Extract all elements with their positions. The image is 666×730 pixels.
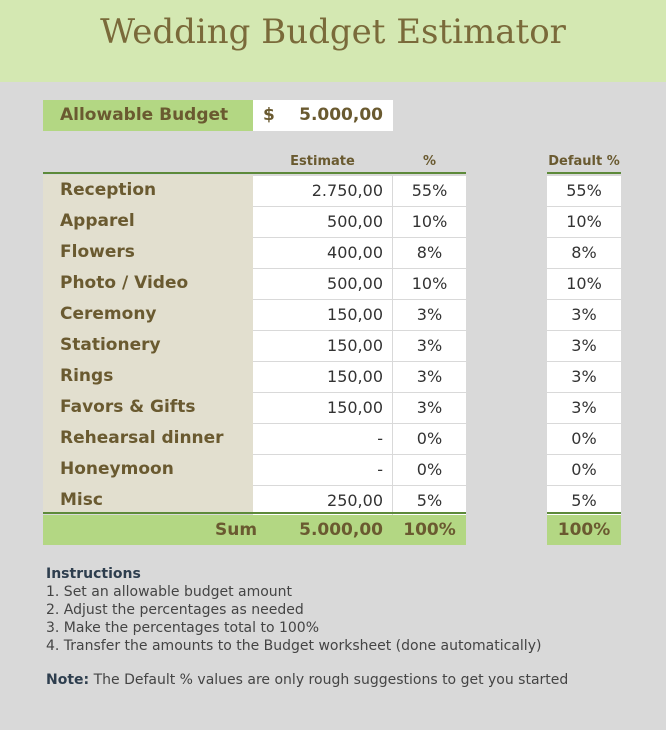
category-label: Apparel [60,211,135,231]
category-label: Rehearsal dinner [60,428,224,448]
default-percent-cell: 3% [547,362,621,392]
default-sum-rule [547,512,621,514]
default-percent-cell: 10% [547,207,621,237]
estimate-cell: 500,00 [253,269,392,299]
allowable-budget-amount[interactable]: 5.000,00 [299,105,383,125]
default-percent-cell: 10% [547,269,621,299]
note [46,672,568,688]
default-header-rule [547,172,621,174]
allowable-budget-label: Allowable Budget [43,100,253,131]
note-label: Note: [46,672,90,688]
estimate-cell: 500,00 [253,207,392,237]
category-label: Stationery [60,335,161,355]
sum-label: Sum [215,520,258,540]
currency-symbol: $ [263,105,275,125]
percent-input[interactable]: 10% [393,269,466,299]
percent-input[interactable]: 0% [393,424,466,454]
estimate-cell: 400,00 [253,238,392,268]
percent-input[interactable]: 10% [393,207,466,237]
default-percent-cell: 0% [547,424,621,454]
estimate-cell: 250,00 [253,486,392,516]
instruction-step: 3. Make the percentages total to 100% [46,620,319,636]
page-title: Wedding Budget Estimator [100,12,566,52]
estimate-header: Estimate [290,154,355,169]
category-label: Honeymoon [60,459,174,479]
sum-rule [43,512,466,514]
percent-input[interactable]: 5% [393,486,466,516]
header-rule [43,172,466,174]
instruction-step: 2. Adjust the percentages as needed [46,602,304,618]
estimate-cell: 150,00 [253,393,392,423]
category-label: Ceremony [60,304,157,324]
category-label: Misc [60,490,103,510]
percent-header: % [422,154,437,169]
note-text: The Default % values are only rough suggestions to get you started [89,672,569,688]
default-percent-cell: 3% [547,300,621,330]
percent-input[interactable]: 8% [393,238,466,268]
default-percent-header: Default % [548,154,620,169]
percent-input[interactable]: 3% [393,300,466,330]
instructions [46,565,541,655]
estimate-cell: - [253,455,392,485]
allowable-budget-input[interactable] [253,100,393,131]
percent-input[interactable]: 3% [393,393,466,423]
category-label: Reception [60,180,157,200]
default-percent-cell: 0% [547,455,621,485]
default-percent-cell: 3% [547,393,621,423]
category-label: Favors & Gifts [60,397,196,417]
default-percent-cell: 55% [547,176,621,206]
instruction-step: 1. Set an allowable budget amount [46,584,293,600]
percent-input[interactable]: 0% [393,455,466,485]
default-percent-cell: 8% [547,238,621,268]
estimate-cell: 150,00 [253,331,392,361]
percent-input[interactable]: 55% [393,176,466,206]
percent-input[interactable]: 3% [393,331,466,361]
estimate-cell: - [253,424,392,454]
category-label: Photo / Video [60,273,189,293]
category-label: Flowers [60,242,135,262]
instruction-step: 4. Transfer the amounts to the Budget worksheet (done automatically) [46,638,542,654]
instructions-title: Instructions [46,566,141,582]
sum-default-percent: 100% [557,520,611,540]
default-percent-cell: 3% [547,331,621,361]
default-percent-cell: 5% [547,486,621,516]
percent-input[interactable]: 3% [393,362,466,392]
estimate-cell: 150,00 [253,362,392,392]
estimate-cell: 150,00 [253,300,392,330]
category-label: Rings [60,366,114,386]
sum-percent: 100% [403,520,456,540]
sum-estimate: 5.000,00 [299,520,383,540]
estimate-cell: 2.750,00 [253,176,392,206]
